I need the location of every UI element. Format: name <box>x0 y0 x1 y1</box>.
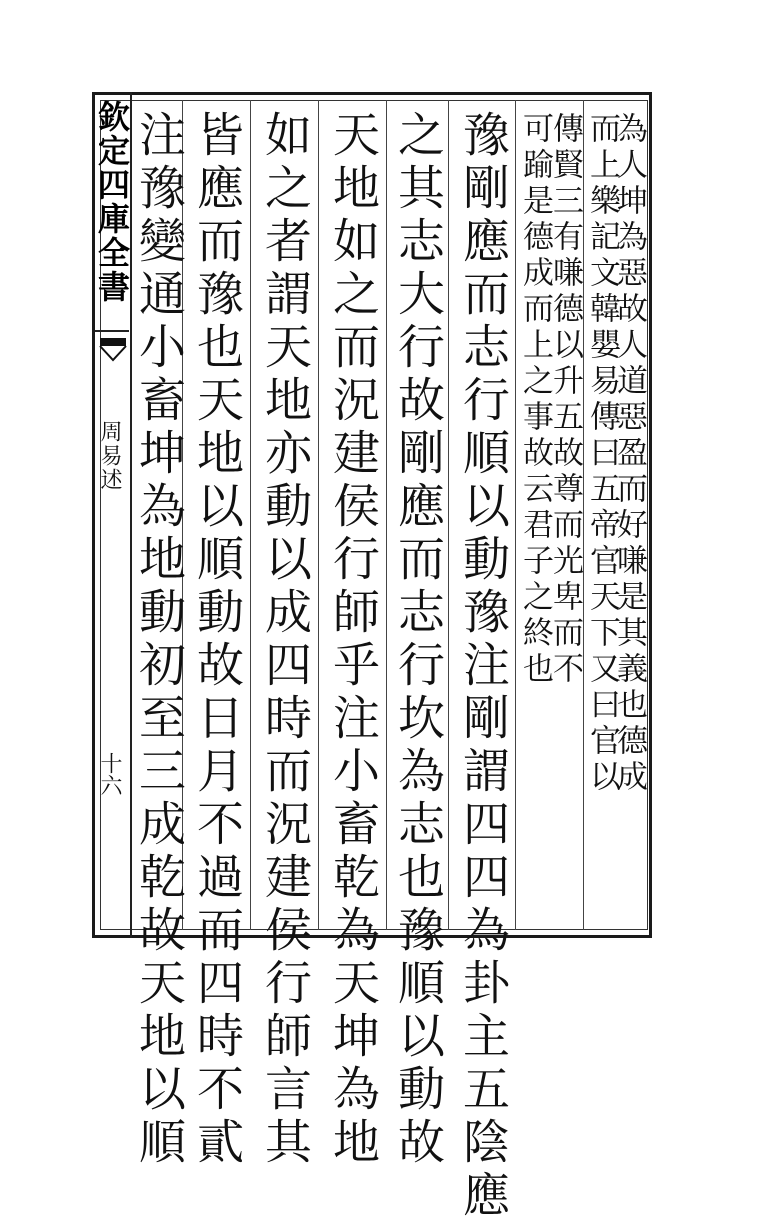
commentary-line-2a: 傳賢三有嗛德以升五故尊而光卑而不 <box>547 112 583 688</box>
section-title: 周易述 <box>97 420 122 492</box>
book-title: 欽定四庫全書 <box>93 100 131 304</box>
book-title-strip <box>95 100 129 332</box>
column-rule <box>250 100 251 930</box>
text-column-3: 豫剛應而志行順以動豫注剛謂四四為卦主五陰應 <box>455 110 510 1223</box>
folio-number: 十六 <box>97 752 122 796</box>
text-column-7: 皆應而豫也天地以順動故日月不過而四時不貳 <box>189 110 244 1170</box>
column-rule <box>318 100 319 930</box>
text-column-8: 注豫變通小畜坤為地動初至三成乾故天地以順 <box>131 110 186 1170</box>
text-column-4: 之其志大行故剛應而志行坎為志也豫順以動故 <box>390 110 445 1170</box>
fish-tail-mark-icon <box>100 338 126 364</box>
text-column-6: 如之者謂天地亦動以成四時而況建侯行師言其 <box>257 110 312 1170</box>
column-rule <box>386 100 387 930</box>
column-rule <box>515 100 516 930</box>
commentary-line-2b: 可踰是德成而上之事故云君子之終也 <box>517 112 553 688</box>
commentary-line-1b: 而上樂記文韓嬰易傳曰五帝官天下又曰官以 <box>584 112 620 796</box>
column-rule <box>448 100 449 930</box>
text-column-5: 天地如之而況建侯行師乎注小畜乾為天坤為地 <box>325 110 380 1170</box>
commentary-line-1a: 為人坤為惡故人道惡盈而好嗛是其義也德成 <box>611 112 647 796</box>
